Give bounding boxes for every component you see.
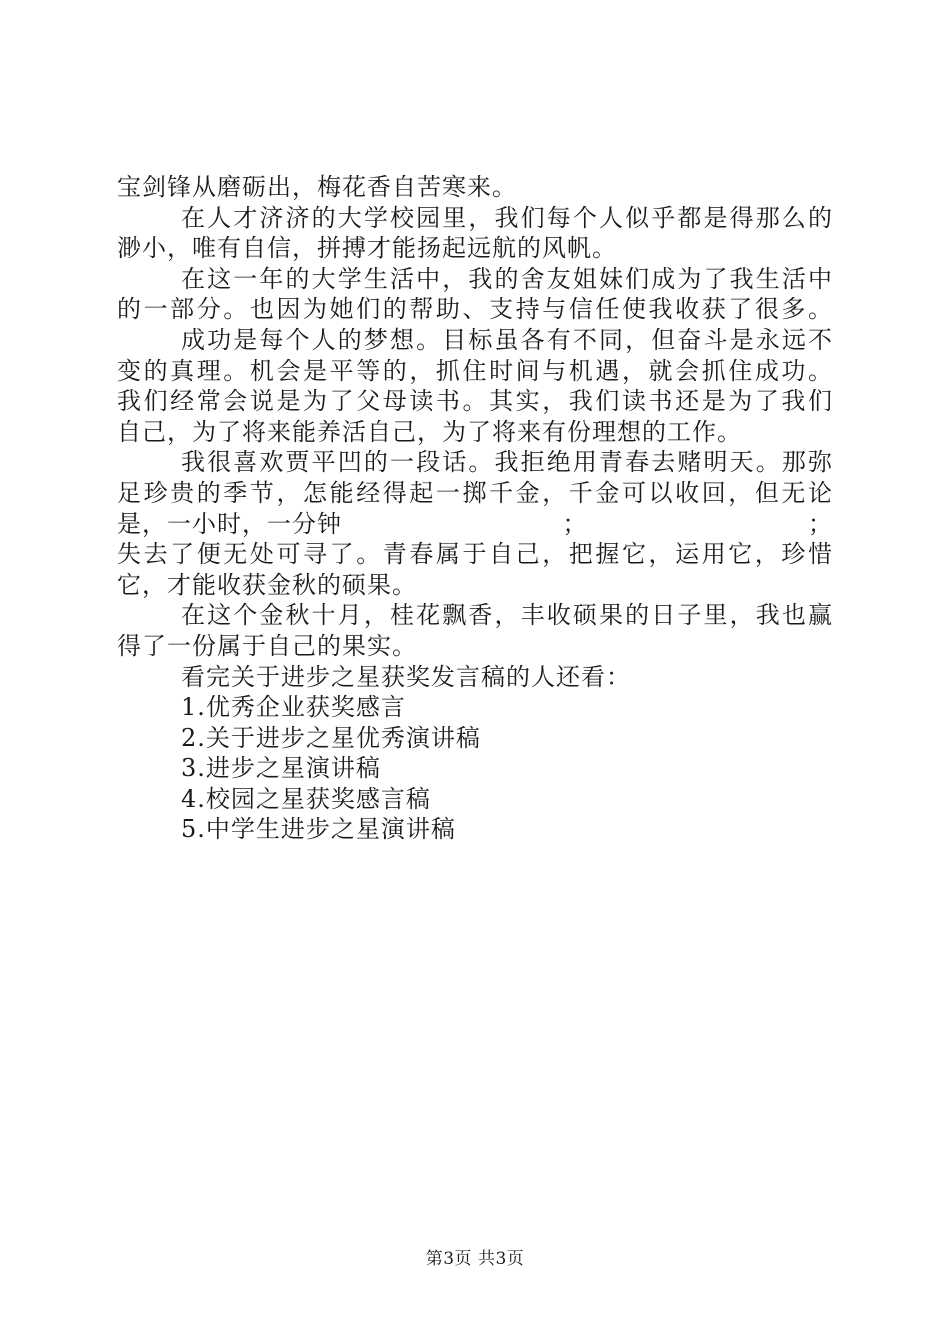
paragraph-line: 在人才济济的大学校园里，我们每个人似乎都是得那么的 xyxy=(181,203,833,232)
related-link[interactable]: 4.校园之星获奖感言稿 xyxy=(181,784,431,813)
paragraph-line: 在这个金秋十月，桂花飘香，丰收硕果的日子里，我也赢 xyxy=(181,601,833,630)
related-link[interactable]: 1.优秀企业获奖感言 xyxy=(181,693,406,722)
split-segment: 是，一小时，一分钟 xyxy=(117,509,342,538)
paragraph-line: 我很喜欢贾平凹的一段话。我拒绝用青春去赌明天。那弥 xyxy=(181,448,833,477)
paragraph-line: 得了一份属于自己的果实。 xyxy=(117,631,417,660)
paragraph-line: 宝剑锋从磨砺出，梅花香自苦寒来。 xyxy=(117,173,517,201)
related-link[interactable]: 2.关于进步之星优秀演讲稿 xyxy=(181,723,481,752)
document-body xyxy=(117,172,833,845)
paragraph-line: 在这一年的大学生活中，我的舍友姐妹们成为了我生活中 xyxy=(181,264,833,293)
paragraph-line: 它，才能收获金秋的硕果。 xyxy=(117,570,417,599)
paragraph-line: 我们经常会说是为了父母读书。其实，我们读书还是为了我们 xyxy=(117,387,833,416)
related-heading: 看完关于进步之星获奖发言稿的人还看： xyxy=(181,662,631,691)
split-segment: ； xyxy=(562,509,588,538)
paragraph-line: 渺小，唯有自信，拼搏才能扬起远航的风帆。 xyxy=(117,234,617,263)
page-number-footer: 第3页 共3页 xyxy=(425,1249,525,1269)
related-link[interactable]: 3.进步之星演讲稿 xyxy=(181,754,381,783)
related-link[interactable]: 5.中学生进步之星演讲稿 xyxy=(181,815,456,844)
paragraph-line: 的一部分。也因为她们的帮助、支持与信任使我收获了很多。 xyxy=(117,295,833,324)
paragraph-line: 自己，为了将来能养活自己，为了将来有份理想的工作。 xyxy=(117,417,742,446)
split-segment: ； xyxy=(808,509,833,538)
paragraph-line: 失去了便无处可寻了。青春属于自己，把握它，运用它，珍惜 xyxy=(117,540,833,569)
paragraph-split-line xyxy=(117,509,833,540)
paragraph-line: 变的真理。机会是平等的，抓住时间与机遇，就会抓住成功。 xyxy=(117,356,833,385)
paragraph-line: 足珍贵的季节，怎能经得起一掷千金，千金可以收回，但无论 xyxy=(117,478,833,507)
paragraph-line: 成功是每个人的梦想。目标虽各有不同，但奋斗是永远不 xyxy=(181,325,833,354)
